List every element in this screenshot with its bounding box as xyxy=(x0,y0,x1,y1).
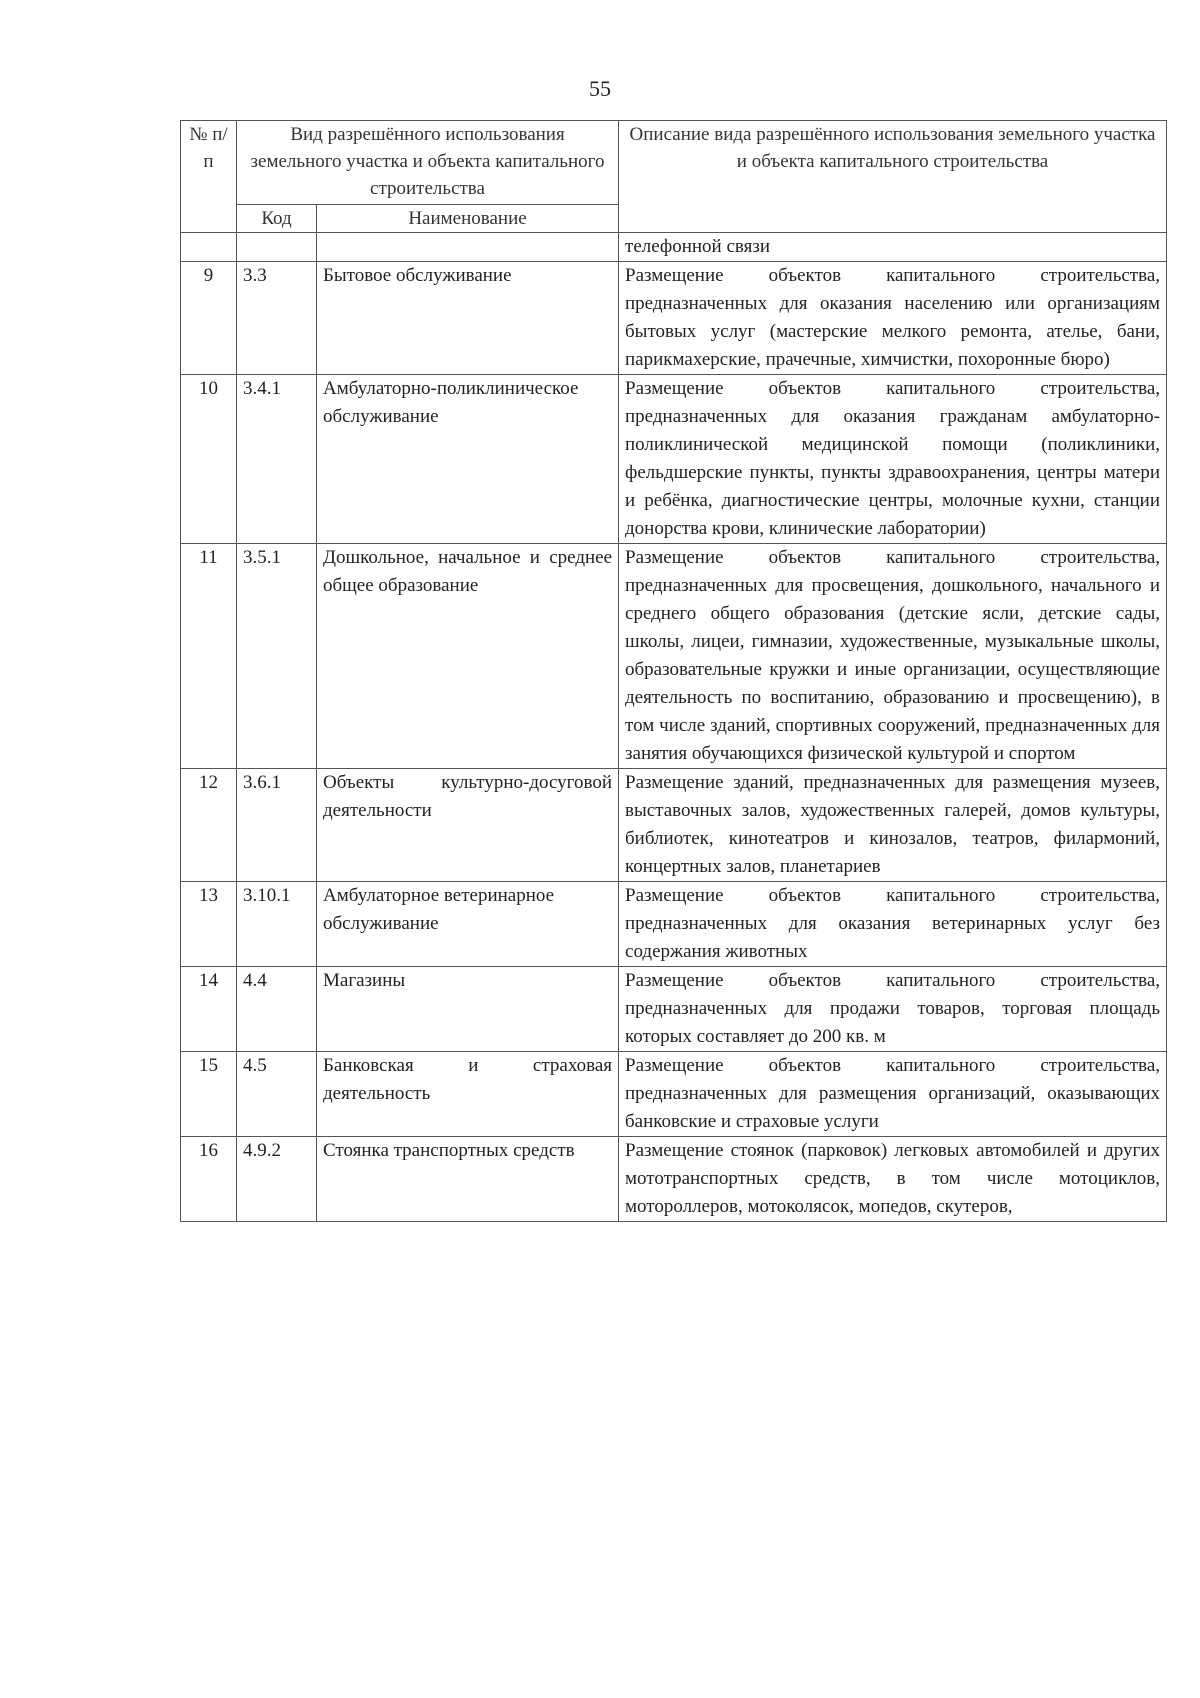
table-row xyxy=(181,262,1167,375)
row-code: 3.3 xyxy=(237,262,317,375)
row-name: Дошкольное, начальное и среднее общее образование xyxy=(317,544,619,769)
row-name: Бытовое обслуживание xyxy=(317,262,619,375)
header-num: № п/п xyxy=(181,121,237,233)
table-row xyxy=(181,375,1167,544)
row-num: 15 xyxy=(181,1052,237,1137)
table-row xyxy=(181,1052,1167,1137)
page-number: 55 xyxy=(589,76,611,101)
row-num: 12 xyxy=(181,769,237,882)
table-row xyxy=(181,882,1167,967)
row-code: 4.9.2 xyxy=(237,1137,317,1222)
row-name: Магазины xyxy=(317,967,619,1052)
row-description: Размещение объектов капитального строительства, предназначенных для просвещения, дошкольного, начального и среднего общего образования (детские ясли, детские сады, школы, лицеи, гимназии, художественные, музыкальные школы, образовательные кружки и иные организации, осуществляющие деятельность по воспитанию, образованию и просвещению), в том числе зданий, спортивных сооружений, предназначенных для занятия обучающихся физической культурой и спортом xyxy=(619,544,1167,769)
table-row xyxy=(181,544,1167,769)
row-name: Банковская и страховая деятельность xyxy=(317,1052,619,1137)
row-name: Стоянка транспортных средств xyxy=(317,1137,619,1222)
header-description: Описание вида разрешённого использования земельного участка и объекта капитального строительства xyxy=(619,121,1167,233)
row-description: Размещение объектов капитального строительства, предназначенных для оказания гражданам амбулаторно-поликлинической медицинской помощи (поликлиники, фельдшерские пункты, пункты здравоохранения, центры матери и ребёнка, диагностические центры, молочные кухни, станции донорства крови, клинические лаборатории) xyxy=(619,375,1167,544)
row-name: Амбулаторное ветеринарное обслуживание xyxy=(317,882,619,967)
row-description: Размещение объектов капитального строительства, предназначенных для оказания ветеринарных услуг без содержания животных xyxy=(619,882,1167,967)
land-use-table xyxy=(180,120,1167,1222)
row-name: Объекты культурно-досуговой деятельности xyxy=(317,769,619,882)
row-code: 3.5.1 xyxy=(237,544,317,769)
row-code: 3.6.1 xyxy=(237,769,317,882)
row-num: 9 xyxy=(181,262,237,375)
row-code: 4.5 xyxy=(237,1052,317,1137)
header-name: Наименование xyxy=(317,205,619,233)
table-row xyxy=(181,769,1167,882)
row-code: 4.4 xyxy=(237,967,317,1052)
continuation-text: телефонной связи xyxy=(619,233,1167,262)
row-code: 3.10.1 xyxy=(237,882,317,967)
row-description: Размещение стоянок (парковок) легковых автомобилей и других мототранспортных средств, в том числе мотоциклов, мотороллеров, мотоколясок, мопедов, скутеров, xyxy=(619,1137,1167,1222)
table-row xyxy=(181,1137,1167,1222)
table-row xyxy=(181,967,1167,1052)
row-num: 10 xyxy=(181,375,237,544)
row-num: 14 xyxy=(181,967,237,1052)
header-code: Код xyxy=(237,205,317,233)
row-code: 3.4.1 xyxy=(237,375,317,544)
row-description: Размещение объектов капитального строительства, предназначенных для продажи товаров, торговая площадь которых составляет до 200 кв. м xyxy=(619,967,1167,1052)
row-num: 16 xyxy=(181,1137,237,1222)
row-num: 11 xyxy=(181,544,237,769)
row-name: Амбулаторно-поликлиническое обслуживание xyxy=(317,375,619,544)
row-description: Размещение объектов капитального строительства, предназначенных для оказания населению или организациям бытовых услуг (мастерские мелкого ремонта, ателье, бани, парикмахерские, прачечные, химчистки, похоронные бюро) xyxy=(619,262,1167,375)
row-description: Размещение зданий, предназначенных для размещения музеев, выставочных залов, художественных галерей, домов культуры, библиотек, кинотеатров и кинозалов, театров, филармоний, концертных залов, планетариев xyxy=(619,769,1167,882)
continuation-row xyxy=(181,233,1167,262)
header-type-group: Вид разрешённого использования земельного участка и объекта капитального строительства xyxy=(237,121,619,205)
row-num: 13 xyxy=(181,882,237,967)
row-description: Размещение объектов капитального строительства, предназначенных для размещения организаций, оказывающих банковские и страховые услуги xyxy=(619,1052,1167,1137)
